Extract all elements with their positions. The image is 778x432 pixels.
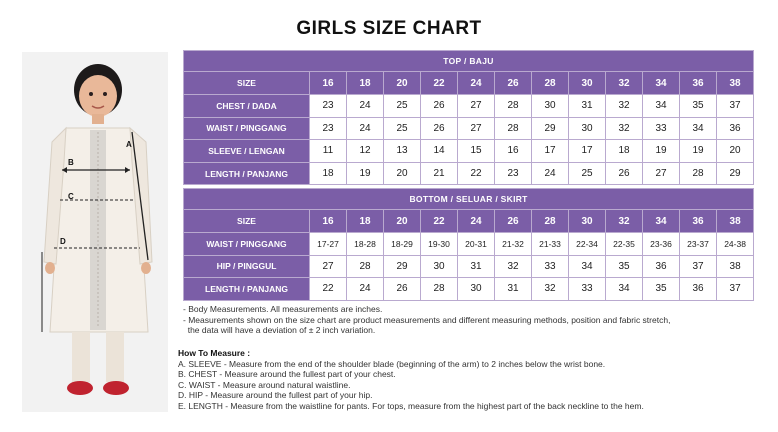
table-row	[184, 95, 754, 118]
measurement-cell: 21-32	[495, 233, 532, 256]
measurement-cell: 26	[421, 95, 458, 118]
measurement-cell: 24	[347, 95, 384, 118]
measurement-cell: 25	[384, 95, 421, 118]
measurement-cell: 28	[495, 95, 532, 118]
child-measurement-illustration	[22, 52, 168, 412]
measurement-cell: 24	[532, 162, 569, 185]
measurement-cell: 34	[643, 95, 680, 118]
bottom-size-row	[184, 210, 754, 233]
measurement-cell: 35	[680, 95, 717, 118]
bottom-section-title: BOTTOM / SELUAR / SKIRT	[184, 189, 754, 210]
table-row	[184, 255, 754, 278]
size-cell: 16	[310, 72, 347, 95]
measurement-cell: 21	[421, 162, 458, 185]
size-cell: 20	[384, 72, 421, 95]
measurement-cell: 20	[717, 140, 754, 163]
measurement-cell: 33	[532, 255, 569, 278]
measurement-cell: 35	[643, 278, 680, 301]
size-cell: 16	[310, 210, 347, 233]
table-row	[184, 117, 754, 140]
measurement-cell: 18-28	[347, 233, 384, 256]
top-size-table	[183, 50, 753, 185]
measurement-cell: 12	[347, 140, 384, 163]
measurement-cell: 13	[384, 140, 421, 163]
measurement-cell: 18	[606, 140, 643, 163]
bottom-size-table	[183, 188, 753, 301]
measurement-cell: 23-36	[643, 233, 680, 256]
size-label: SIZE	[184, 210, 310, 233]
size-cell: 24	[458, 72, 495, 95]
measurement-cell: 19	[347, 162, 384, 185]
size-cell: 34	[643, 72, 680, 95]
measurement-cell: 11	[310, 140, 347, 163]
size-cell: 18	[347, 210, 384, 233]
size-cell: 22	[421, 210, 458, 233]
measurement-cell: 25	[384, 117, 421, 140]
measurement-cell: 31	[569, 95, 606, 118]
measurement-cell: 38	[717, 255, 754, 278]
measurement-cell: 29	[532, 117, 569, 140]
note-line: - Body Measurements. All measurements are inches.	[183, 304, 383, 314]
measurement-cell: 22-34	[569, 233, 606, 256]
measurement-cell: 32	[606, 117, 643, 140]
size-cell: 34	[643, 210, 680, 233]
measurement-cell: 21-33	[532, 233, 569, 256]
size-cell: 32	[606, 72, 643, 95]
measurement-cell: 30	[421, 255, 458, 278]
marker-b: B	[68, 158, 74, 167]
measurement-cell: 31	[458, 255, 495, 278]
measurement-cell: 34	[569, 255, 606, 278]
measurement-cell: 31	[495, 278, 532, 301]
table-row	[184, 140, 754, 163]
measurement-cell: 26	[384, 278, 421, 301]
size-cell: 26	[495, 210, 532, 233]
measurement-cell: 15	[458, 140, 495, 163]
measurement-cell: 23	[310, 117, 347, 140]
how-to-measure	[178, 348, 773, 412]
marker-d: D	[60, 237, 66, 246]
measurement-cell: 27	[310, 255, 347, 278]
marker-c: C	[68, 192, 74, 201]
size-cell: 30	[569, 72, 606, 95]
measurement-cell: 37	[717, 95, 754, 118]
row-label: LENGTH / PANJANG	[184, 162, 310, 185]
measurement-cell: 33	[643, 117, 680, 140]
measurement-cell: 36	[717, 117, 754, 140]
measurement-cell: 36	[680, 278, 717, 301]
measurement-cell: 36	[643, 255, 680, 278]
measurement-cell: 28	[495, 117, 532, 140]
size-label: SIZE	[184, 72, 310, 95]
measurement-cell: 23-37	[680, 233, 717, 256]
size-cell: 28	[532, 72, 569, 95]
measurement-cell: 32	[495, 255, 532, 278]
measurement-cell: 27	[458, 117, 495, 140]
measurement-cell: 34	[680, 117, 717, 140]
how-to-line: E. LENGTH - Measure from the waistline for pants. For tops, measure from the highest part of the back neckline to the hem.	[178, 400, 644, 411]
measurement-cell: 29	[717, 162, 754, 185]
note-line: - Measurements shown on the size chart are product measurements and different measuring methods, position and fabric stretch,	[183, 314, 671, 325]
measurement-cell: 26	[421, 117, 458, 140]
measurement-cell: 24	[347, 278, 384, 301]
size-cell: 32	[606, 210, 643, 233]
measurement-cell: 33	[569, 278, 606, 301]
size-cell: 36	[680, 72, 717, 95]
measurement-cell: 28	[421, 278, 458, 301]
row-label: WAIST / PINGGANG	[184, 233, 310, 256]
measurement-cell: 24-38	[717, 233, 754, 256]
measurement-cell: 16	[495, 140, 532, 163]
measurement-cell: 24	[347, 117, 384, 140]
measurement-cell: 29	[384, 255, 421, 278]
row-label: SLEEVE / LENGAN	[184, 140, 310, 163]
measurement-cell: 35	[606, 255, 643, 278]
measurement-cell: 28	[680, 162, 717, 185]
measurement-cell: 26	[606, 162, 643, 185]
size-cell: 20	[384, 210, 421, 233]
size-cell: 18	[347, 72, 384, 95]
measurement-cell: 22	[458, 162, 495, 185]
size-cell: 24	[458, 210, 495, 233]
page-title: GIRLS SIZE CHART	[296, 18, 482, 39]
row-label: CHEST / DADA	[184, 95, 310, 118]
measurement-cell: 28	[347, 255, 384, 278]
measurement-cell: 34	[606, 278, 643, 301]
measurement-cell: 17	[532, 140, 569, 163]
how-to-title: How To Measure :	[178, 348, 251, 358]
measurement-cell: 30	[458, 278, 495, 301]
table-row	[184, 162, 754, 185]
table-row	[184, 278, 754, 301]
measurement-cell: 30	[532, 95, 569, 118]
how-to-line: D. HIP - Measure around the fullest part of your hip.	[178, 390, 373, 401]
note-line: the data will have a deviation of ± 2 inch variation.	[183, 325, 376, 336]
size-cell: 38	[717, 72, 754, 95]
row-label: WAIST / PINGGANG	[184, 117, 310, 140]
marker-a: A	[126, 140, 132, 149]
how-to-line: A. SLEEVE - Measure from the end of the shoulder blade (beginning of the arm) to 2 inches below the wrist bone.	[178, 358, 606, 369]
measurement-cell: 19	[643, 140, 680, 163]
measurement-cell: 19-30	[421, 233, 458, 256]
measurement-cell: 27	[458, 95, 495, 118]
measurement-cell: 18-29	[384, 233, 421, 256]
measurement-cell: 23	[495, 162, 532, 185]
measurement-cell: 22	[310, 278, 347, 301]
size-cell: 22	[421, 72, 458, 95]
measurement-cell: 17-27	[310, 233, 347, 256]
measurement-cell: 19	[680, 140, 717, 163]
measurement-cell: 25	[569, 162, 606, 185]
measurement-cell: 22-35	[606, 233, 643, 256]
measurement-cell: 30	[569, 117, 606, 140]
measurement-cell: 32	[606, 95, 643, 118]
top-section-title: TOP / BAJU	[184, 51, 754, 72]
measurement-notes	[183, 304, 773, 336]
row-label: HIP / PINGGUL	[184, 255, 310, 278]
size-cell: 26	[495, 72, 532, 95]
size-cell: 28	[532, 210, 569, 233]
measurement-cell: 27	[643, 162, 680, 185]
size-cell: 38	[717, 210, 754, 233]
measurement-cell: 17	[569, 140, 606, 163]
size-cell: 36	[680, 210, 717, 233]
size-cell: 30	[569, 210, 606, 233]
measurement-cell: 37	[717, 278, 754, 301]
measurement-cell: 32	[532, 278, 569, 301]
table-row	[184, 233, 754, 256]
measurement-cell: 20	[384, 162, 421, 185]
top-size-row	[184, 72, 754, 95]
measurement-cell: 20-31	[458, 233, 495, 256]
how-to-line: B. CHEST - Measure around the fullest part of your chest.	[178, 369, 396, 380]
how-to-line: C. WAIST - Measure around natural waistline.	[178, 379, 351, 390]
row-label: LENGTH / PANJANG	[184, 278, 310, 301]
measurement-cell: 37	[680, 255, 717, 278]
measurement-cell: 18	[310, 162, 347, 185]
measurement-cell: 23	[310, 95, 347, 118]
measurement-cell: 14	[421, 140, 458, 163]
